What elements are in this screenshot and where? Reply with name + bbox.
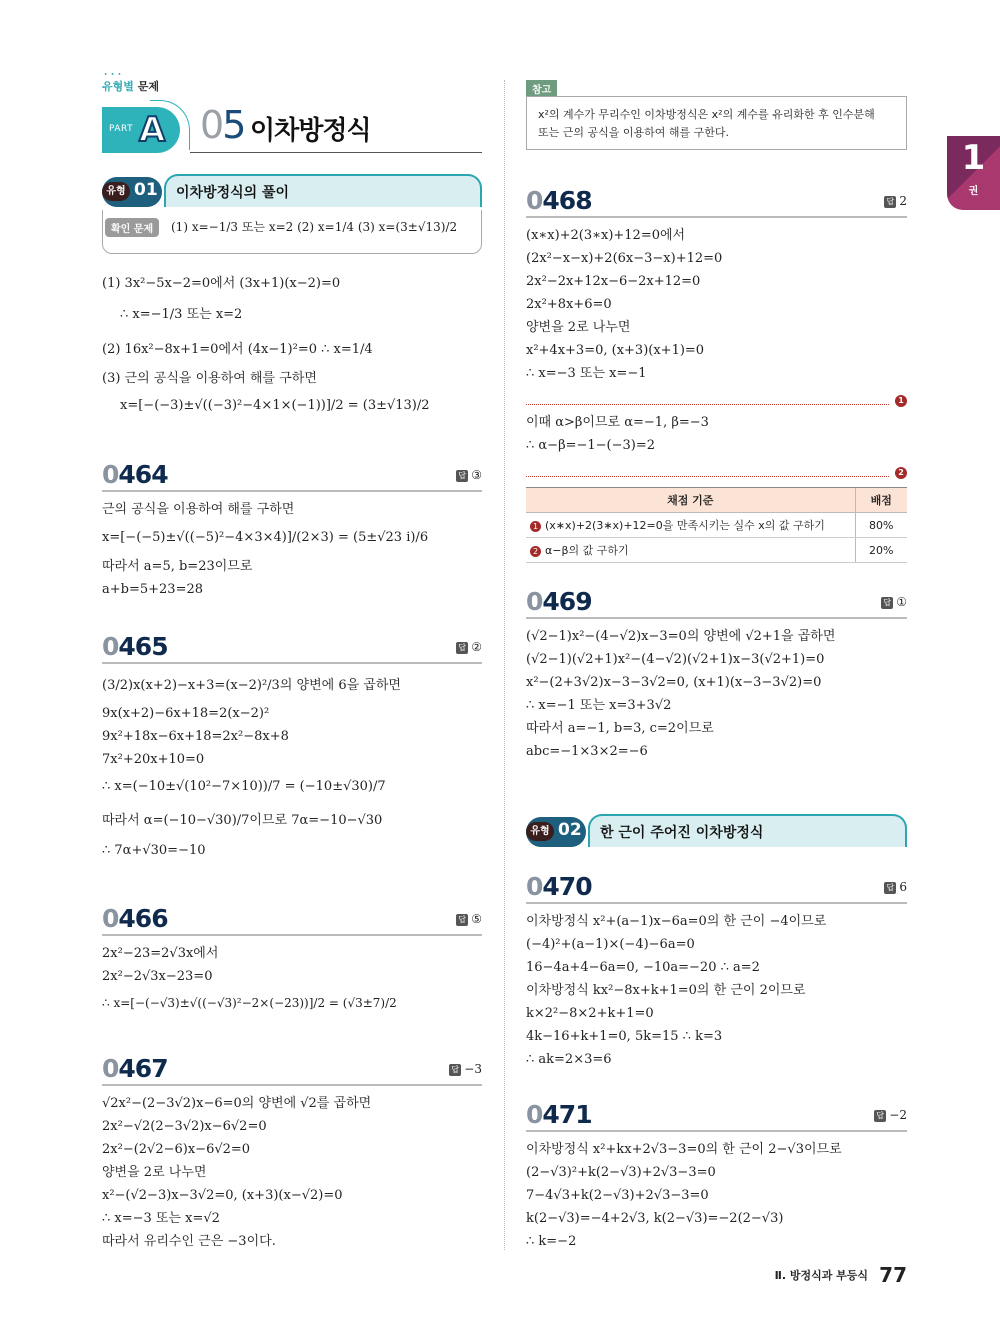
solution-line: ∴ x=−1/3 또는 x=2 [120,307,243,322]
problem-header [526,870,907,904]
step-2-marker: 2 [895,467,907,479]
solution-line: 9x²+18x−6x+18=2x²−8x+8 [102,729,289,744]
problem-number: 0468 [526,186,592,215]
answer-icon: 답 [456,914,468,926]
chapter-number: 05 [200,103,245,147]
type01-header [102,174,482,210]
solution-line: √2x²−(2−3√2)x−6=0의 양변에 √2를 곱하면 [102,1096,372,1111]
answer: 답 6 [884,880,907,894]
scoring-row: 1 (x∗x)+2(3∗x)+12=0을 만족시키는 실수 x의 값 구하기 80% [526,513,907,538]
solution-line: k×2²−8×2+k+1=0 [526,1006,654,1021]
solution-line: x²+4x+3=0, (x+3)(x+1)=0 [526,343,705,358]
type-label: 유형 [526,822,554,841]
problem-number: 0464 [102,460,168,489]
type01-section [102,174,482,254]
answer: 답 −3 [449,1062,482,1076]
solution-line: 이차방정식 kx²−8x+k+1=0의 한 근이 2이므로 [526,983,806,998]
solution-line: ∴ k=−2 [526,1234,577,1249]
note-text-line: x²의 계수가 무리수인 이차방정식은 x²의 계수를 유리화한 후 인수분해 [538,108,875,121]
step-divider [526,461,904,477]
problem-number: 0469 [526,587,592,616]
solution-line: x=[−(−5)±√((−5)²−4×3×4)]/(2×3) = (5±√23 i)/6 [102,530,429,545]
problem-0466 [102,902,482,1018]
solution-line: 양변을 2로 나누면 [526,320,631,335]
problem-0468 [526,184,907,563]
solution-line: (2) 16x²−8x+1=0에서 (4x−1)²=0 ∴ x=1/4 [102,342,373,357]
answer: 답 ② [456,640,482,654]
problem-number: 0467 [102,1054,168,1083]
footer-section: Ⅱ. 방정식과 부등식 [774,1269,869,1282]
problem-number: 0470 [526,872,592,901]
solution-line: 이차방정식 x²+kx+2√3−3=0의 한 근이 2−√3이므로 [526,1142,842,1157]
solution-line: 2x²+8x+6=0 [526,297,612,312]
solution-line: (√2−1)(√2+1)x²−(4−√2)(√2+1)x−3(√2+1)=0 [526,652,825,667]
answer: 답 2 [884,194,907,208]
solution-line: 7x²+20x+10=0 [102,752,205,767]
solution-line: a+b=5+23=28 [102,582,203,597]
solution-line: (1) 3x²−5x−2=0에서 (3x+1)(x−2)=0 [102,276,341,291]
solution-line: abc=−1×3×2=−6 [526,744,648,759]
solution-line: (3) 근의 공식을 이용하여 해를 구하면 [102,371,317,386]
solution-line: 9x(x+2)−6x+18=2(x−2)² [102,706,270,721]
answer-icon: 답 [874,1110,886,1122]
problem-0467 [102,1052,482,1253]
note-text-line: 또는 근의 공식을 이용하여 해를 구한다. [538,126,729,139]
solution-line: 7−4√3+k(2−√3)+2√3−3=0 [526,1188,709,1203]
note-box [526,96,907,150]
problem-number: 0471 [526,1100,592,1129]
volume-label: 권 [968,186,979,197]
solution-line: 2x²−2x+12x−6−2x+12=0 [526,274,701,289]
check-problem-label: 확인 문제 [105,218,159,237]
answer: 답 ⑤ [456,912,482,926]
step-2-marker: 2 [530,546,541,557]
volume-number: 1 [961,138,986,178]
answer-icon: 답 [456,470,468,482]
solution-line: ∴ x=[−(−√3)±√((−√3)²−2×(−23))]/2 = (√3±7)/2 [102,996,397,1010]
scoring-header-points: 배점 [855,488,907,513]
page-footer [775,1263,907,1287]
problem-header [526,585,907,619]
section-tag-label: • • • 유형별 [102,80,134,93]
solution-line: 따라서 a=5, b=23이므로 [102,559,253,574]
type-title: 이차방정식의 풀이 [176,185,290,201]
solution-line: (x∗x)+2(3∗x)+12=0에서 [526,228,686,243]
problem-header [102,902,482,936]
problem-number: 0465 [102,632,168,661]
answer: 답 ③ [456,468,482,482]
type-label: 유형 [102,182,130,201]
problem-number: 0466 [102,904,168,933]
problem-header [526,1098,907,1132]
solution-line: 따라서 a=−1, b=3, c=2이므로 [526,721,714,736]
solution-line: x²−(2+3√2)x−3−3√2=0, (x+1)(x−3−3√2)=0 [526,675,822,690]
problem-header [102,1052,482,1086]
problem-0469 [526,585,907,763]
problem-header [526,184,907,218]
solution-line: ∴ x=−3 또는 x=√2 [102,1211,220,1226]
scoring-table [526,487,907,563]
solution-line: ∴ x=(−10±√(10²−7×10))/7 = (−10±√30)/7 [102,779,386,794]
solution-line: 2x²−√2(2−3√2)x−6√2=0 [102,1119,267,1134]
solution-line: 이때 α>β이므로 α=−1, β=−3 [526,415,709,430]
note-tag: 참고 [526,80,557,97]
type02-header [526,814,907,850]
solution-line: 따라서 유리수인 근은 −3이다. [102,1234,276,1249]
step-divider [526,389,904,405]
answer-icon: 답 [884,196,896,208]
answer-icon: 답 [881,597,893,609]
check-problem-box [102,210,482,254]
type-number: 02 [558,820,582,840]
solution-line: 양변을 2로 나누면 [102,1165,207,1180]
scoring-header-criterion: 채점 기준 [526,488,855,513]
solution-line: (−4)²+(a−1)×(−4)−6a=0 [526,937,695,952]
problem-0471 [526,1098,907,1253]
answer-icon: 답 [884,882,896,894]
answer: 답 ① [881,595,907,609]
step-1-marker: 1 [530,521,541,532]
solution-line: k(2−√3)=−4+2√3, k(2−√3)=−2(2−√3) [526,1211,784,1226]
part-letter: A [139,110,166,150]
page-number: 77 [879,1263,907,1287]
solution-line: ∴ x=−3 또는 x=−1 [526,366,647,381]
part-badge [102,107,180,153]
step-1-marker: 1 [895,395,907,407]
chapter-title: 이차방정식 [250,116,371,146]
section-tag-suffix: 문제 [137,80,159,93]
solution-line: x=[−(−3)±√((−3)²−4×1×(−1))]/2 = (3±√13)/2 [120,398,430,413]
problem-0465 [102,630,482,862]
type-number: 01 [134,180,158,200]
solution-line: 이차방정식 x²+(a−1)x−6a=0의 한 근이 −4이므로 [526,914,827,929]
section-tag [102,78,159,94]
solution-line: 16−4a+4−6a=0, −10a=−20 ∴ a=2 [526,960,760,975]
answer-icon: 답 [456,642,468,654]
check-problem-answers: (1) x=−1/3 또는 x=2 (2) x=1/4 (3) x=(3±√13)/2 [171,220,458,234]
type01-solution [102,272,482,417]
solution-line: ∴ ak=2×3=6 [526,1052,612,1067]
solution-line: (√2−1)x²−(4−√2)x−3=0의 양변에 √2+1을 곱하면 [526,629,836,644]
answer: 답 −2 [874,1108,907,1122]
solution-line: 2x²−23=2√3x에서 [102,946,219,961]
solution-line: ∴ α−β=−1−(−3)=2 [526,438,656,453]
solution-line: (2−√3)²+k(2−√3)+2√3−3=0 [526,1165,716,1180]
solution-line: 2x²−2√3x−23=0 [102,969,213,984]
scoring-row: 2 α−β의 값 구하기 20% [526,538,907,563]
column-divider [504,80,505,1250]
problem-header [102,630,482,664]
solution-line: 4k−16+k+1=0, 5k=15 ∴ k=3 [526,1029,723,1044]
solution-line: (3/2)x(x+2)−x+3=(x−2)²/3의 양변에 6을 곱하면 [102,678,401,693]
solution-line: ∴ x=−1 또는 x=3+3√2 [526,698,672,713]
problem-header [102,458,482,492]
solution-line: x²−(√2−3)x−3√2=0, (x+3)(x−√2)=0 [102,1188,343,1203]
solution-line: 2x²−(2√2−6)x−6√2=0 [102,1142,251,1157]
type-title: 한 근이 주어진 이차방정식 [600,825,764,841]
solution-line: 따라서 α=(−10−√30)/7이므로 7α=−10−√30 [102,813,383,828]
answer-icon: 답 [449,1064,461,1076]
header-rule [190,152,482,153]
problem-0470 [526,870,907,1071]
part-word: PART [109,124,134,134]
solution-line: (2x²−x−x)+2(6x−3−x)+12=0 [526,251,723,266]
problem-0464 [102,458,482,601]
type02-section [526,814,907,850]
solution-line: ∴ 7α+√30=−10 [102,843,206,858]
volume-tab [947,136,1000,210]
solution-line: 근의 공식을 이용하여 해를 구하면 [102,502,295,517]
